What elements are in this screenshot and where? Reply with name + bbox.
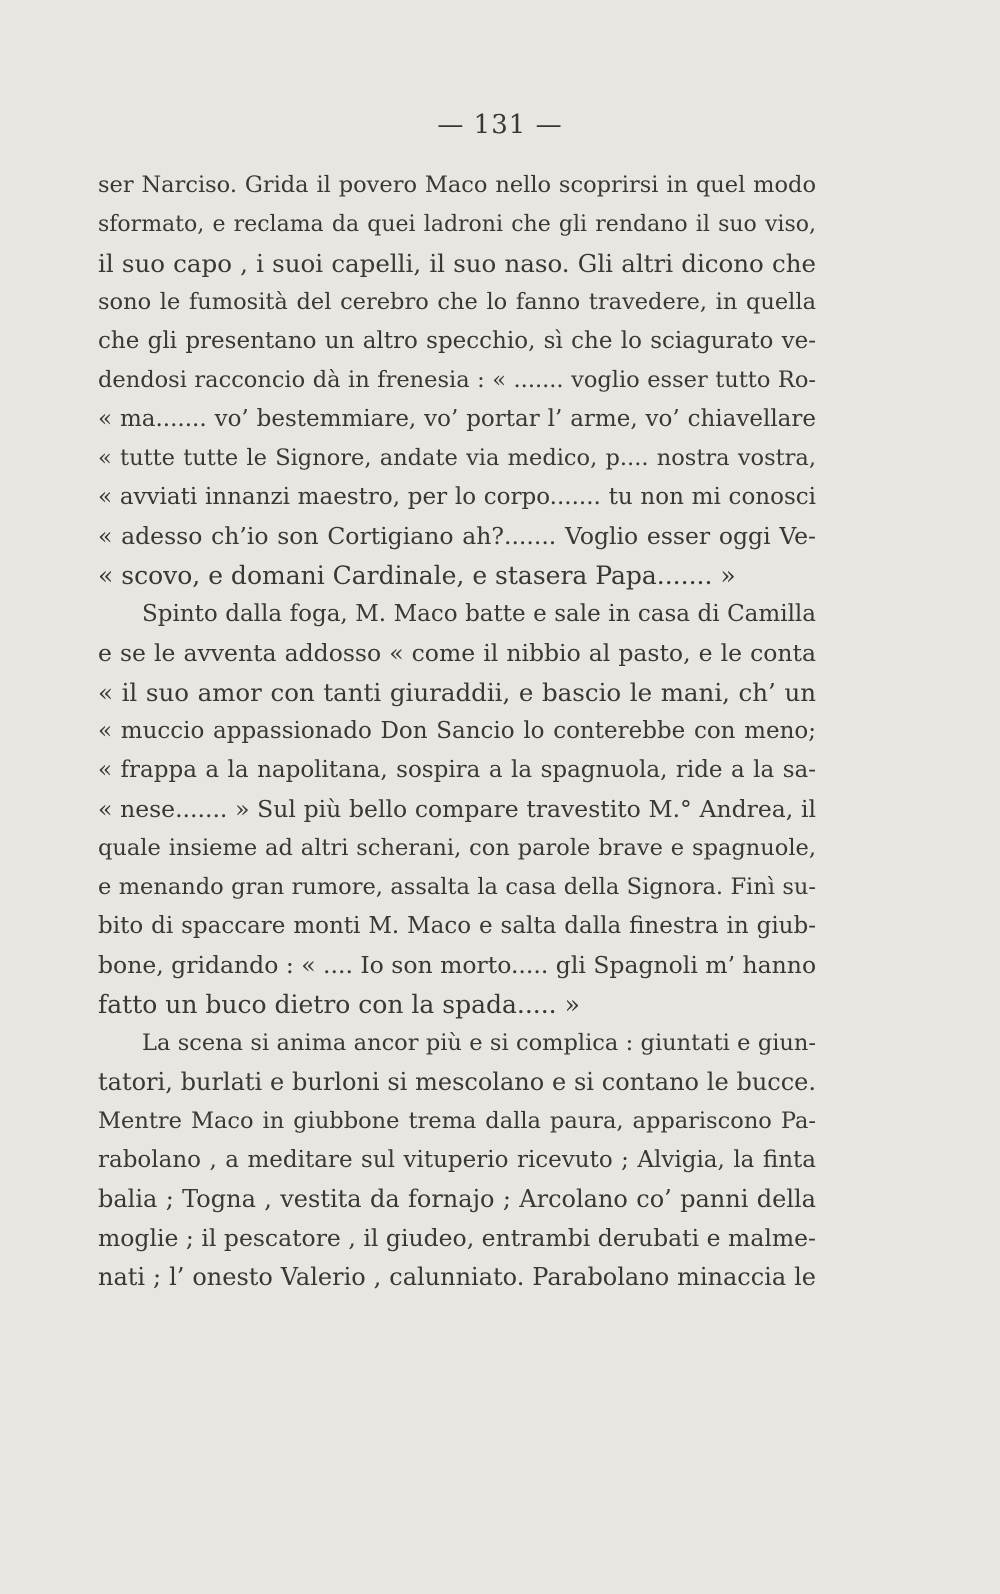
- text-line: « adesso ch’io son Cortigiano ah?....... Voglio esser oggi Ve-: [98, 522, 816, 550]
- text-line: rabolano , a meditare sul vituperio ricevuto ; Alvigia, la finta: [98, 1147, 816, 1173]
- text-line: « scovo, e domani Cardinale, e stasera Papa....... »: [98, 561, 736, 590]
- text-line: e se le avventa addosso « come il nibbio al pasto, e le conta: [98, 639, 816, 667]
- text-line: ser Narciso. Grida il povero Maco nello scoprirsi in quel modo: [98, 172, 816, 198]
- text-line: « frappa a la napolitana, sospira a la spagnuola, ride a la sa-: [98, 757, 816, 783]
- text-line: tatori, burlati e burloni si mescolano e si contano le bucce.: [98, 1068, 816, 1096]
- text-line: Spinto dalla foga, M. Maco batte e sale in casa di Camilla: [142, 601, 816, 627]
- text-line: Mentre Maco in giubbone trema dalla paura, appariscono Pa-: [98, 1108, 816, 1134]
- text-line: « avviati innanzi maestro, per lo corpo....... tu non mi conosci: [98, 484, 816, 510]
- text-line: « nese....... » Sul più bello compare travestito M.° Andrea, il: [98, 795, 816, 823]
- text-line: « ma....... vo’ bestemmiare, vo’ portar l’ arme, vo’ chiavellare: [98, 406, 816, 432]
- text-line: « tutte tutte le Signore, andate via medico, p.... nostra vostra,: [98, 445, 816, 471]
- text-line: sono le fumosità del cerebro che lo fanno travedere, in quella: [98, 289, 816, 315]
- text-line: dendosi racconcio dà in frenesia : « ....... voglio esser tutto Ro-: [98, 367, 816, 393]
- text-line: sformato, e reclama da quei ladroni che gli rendano il suo viso,: [98, 212, 816, 237]
- page-number: — 131 —: [437, 110, 563, 140]
- text-line: il suo capo , i suoi capelli, il suo naso. Gli altri dicono che: [98, 249, 816, 278]
- text-line: quale insieme ad altri scherani, con parole brave e spagnuole,: [98, 835, 816, 861]
- text-line: che gli presentano un altro specchio, sì che lo sciagurato ve-: [98, 328, 816, 354]
- text-line: e menando gran rumore, assalta la casa della Signora. Finì su-: [98, 874, 816, 900]
- text-line: nati ; l’ onesto Valerio , calunniato. Parabolano minaccia le: [98, 1263, 816, 1291]
- text-line: bito di spaccare monti M. Maco e salta dalla finestra in giub-: [98, 913, 816, 939]
- text-line: « muccio appassionado Don Sancio lo conterebbe con meno;: [98, 718, 816, 744]
- text-line: « il suo amor con tanti giuraddii, e bascio le mani, ch’ un: [98, 678, 816, 707]
- text-line: moglie ; il pescatore , il giudeo, entrambi derubati e malme-: [98, 1224, 816, 1252]
- text-line: fatto un buco dietro con la spada..... »: [98, 990, 580, 1019]
- body-text: [98, 166, 816, 1297]
- text-line: bone, gridando : « .... Io son morto..... gli Spagnoli m’ hanno: [98, 951, 816, 979]
- text-line: balia ; Togna , vestita da fornajo ; Arcolano co’ panni della: [98, 1185, 816, 1213]
- text-line: La scena si anima ancor più e si complica : giuntati e giun-: [142, 1030, 816, 1056]
